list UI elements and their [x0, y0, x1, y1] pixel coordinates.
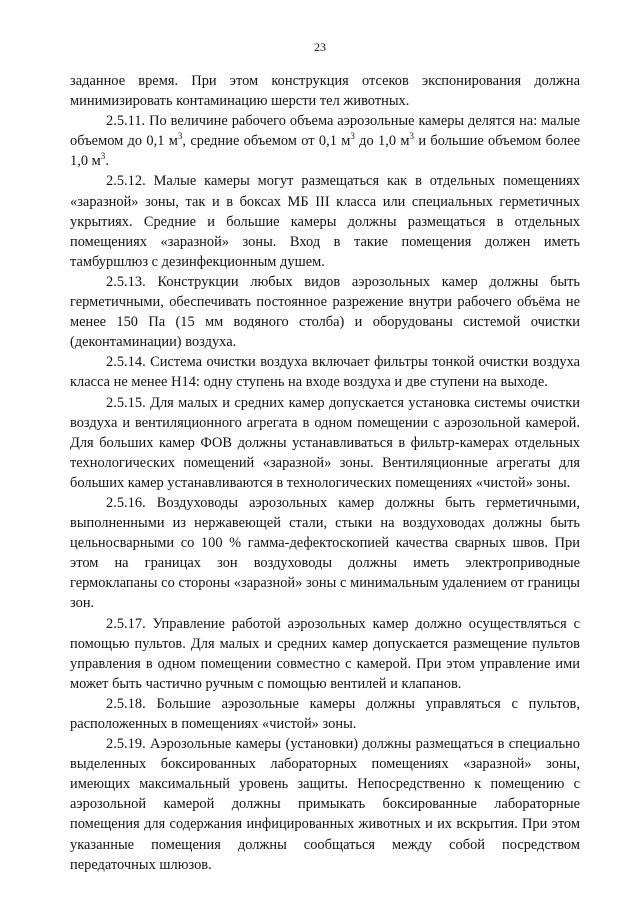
- paragraph-text: до 1,0 м: [354, 133, 410, 150]
- paragraph-2-5-11: [70, 111, 580, 171]
- paragraph-continuation: заданное время. При этом конструкция отсеков экспонирования должна минимизировать контаминацию шерсти тел животных.: [70, 73, 580, 110]
- paragraph-2-5-12: 2.5.12. Малые камеры могут размещаться как в отдельных помещениях «заразной» зоны, так и в боксах МБ III класса или специальных герметичных укрытиях. Средние и большие камеры должны размещаться в отдельных помещениях «заразной» зоны. Вход в такие помещения должен иметь тамбуршлюз с дезинфекционным душем.: [70, 173, 580, 270]
- paragraph-2-5-14: 2.5.14. Система очистки воздуха включает фильтры тонкой очистки воздуха класса не менее Н14: одну ступень на входе воздуха и две ступени на выходе.: [70, 354, 580, 391]
- document-body: [70, 71, 580, 875]
- paragraph-2-5-19: 2.5.19. Аэрозольные камеры (установки) должны размещаться в специально выделенных боксированных лабораторных помещениях «заразной» зоны, имеющих максимальный уровень защиты. Непосредственно к помещению с аэрозольной камерой должны примыкать боксированные лабораторные помещения для содержания инфицированных животных и их вскрытия. При этом указанные помещения должны сообщаться между собой посредством передаточных шлюзов.: [70, 736, 580, 873]
- superscript-cubic: 3: [350, 131, 355, 142]
- page-number: 23: [314, 40, 326, 54]
- paragraph-text: .: [105, 153, 109, 170]
- paragraph-2-5-17: 2.5.17. Управление работой аэрозольных камер должно осуществляться с помощью пультов. Для малых и средних камер допускается размещение пультов управления в одном помещении совместно с камерой. При этом управление ими может быть частично ручным с помощью вентилей и клапанов.: [70, 615, 580, 692]
- paragraph-2-5-16: 2.5.16. Воздуховоды аэрозольных камер должны быть герметичными, выполненными из нержавеющей стали, стыки на воздуховодах должны быть цельносварными со 100 % гамма-дефектоскопией качества сварных швов. При этом на границах зон воздуховоды должны иметь электроприводные гермоклапаны со стороны «заразной» зоны с минимальным удалением от границы зон.: [70, 494, 580, 612]
- paragraph-2-5-18: 2.5.18. Большие аэрозольные камеры должны управляться с пультов, расположенных в помещениях «чистой» зоны.: [70, 695, 580, 732]
- paragraph-text: и большие объемом более 1,0 м: [70, 133, 580, 170]
- superscript-cubic: 3: [409, 131, 415, 142]
- superscript-cubic: 3: [177, 131, 183, 142]
- paragraph-text: , средние объемом от 0,1 м: [182, 133, 351, 150]
- paragraph-text: 2.5.11. По величине рабочего объема аэрозольные камеры делятся на: малые объемом до 0,1 м: [70, 113, 580, 150]
- superscript-cubic: 3: [100, 151, 106, 162]
- paragraph-2-5-15: 2.5.15. Для малых и средних камер допускается установка системы очистки воздуха и вентиляционного агрегата в одном помещении с аэрозольной камерой. Для больших камер ФОВ должны устанавливаться в фильтр-камерах отдельных технологических помещений «заразной» зоны. Вентиляционные агрегаты для больших камер устанавливаются в технологических помещениях «чистой» зоны.: [70, 394, 580, 491]
- paragraph-2-5-13: 2.5.13. Конструкции любых видов аэрозольных камер должны быть герметичными, обеспечивать постоянное разрежение внутри рабочего объёма не менее 150 Па (15 мм водяного столба) и оборудованы системой очистки (деконтаминации) воздуха.: [70, 273, 580, 351]
